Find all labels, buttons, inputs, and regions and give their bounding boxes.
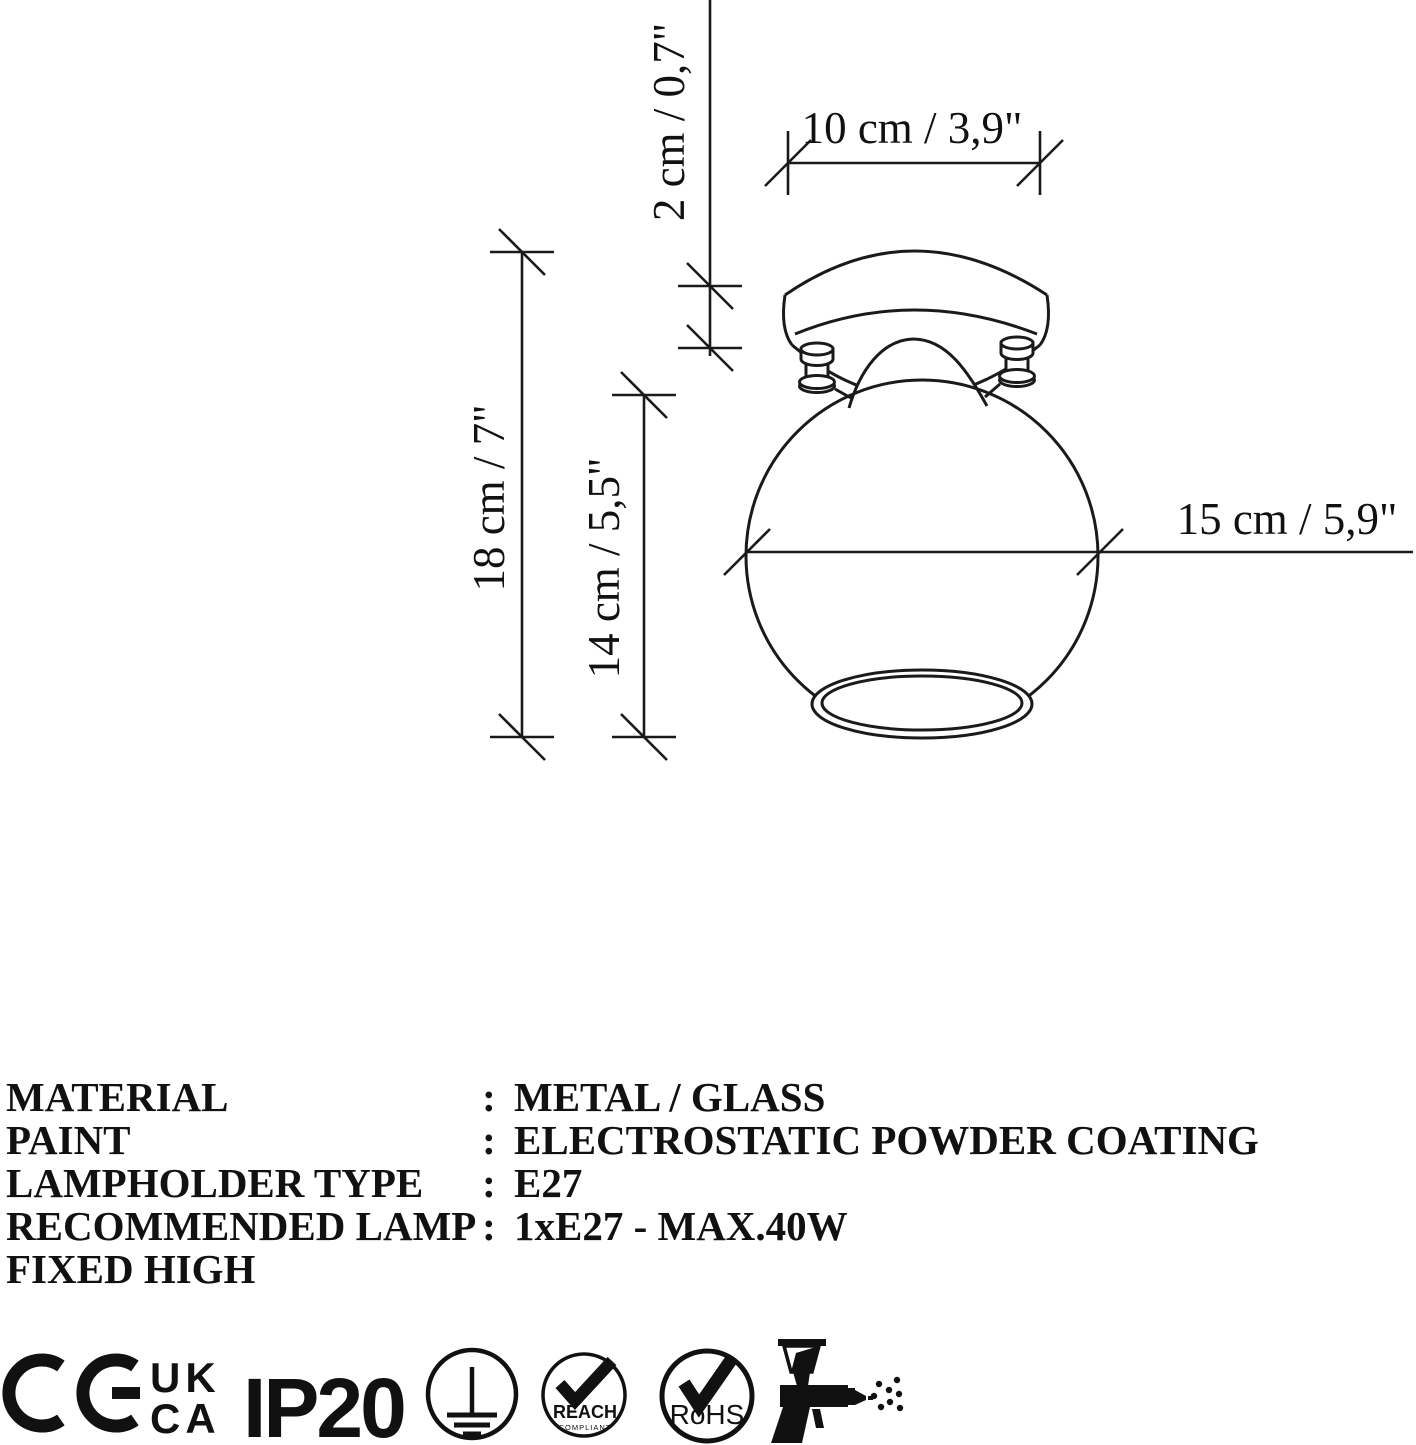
spray-gun-icon <box>771 1339 903 1443</box>
earth-ground-icon <box>428 1350 516 1438</box>
spec-row-lampholder <box>6 1160 582 1206</box>
spec-value: 1xE27 - MAX.40W <box>514 1203 848 1249</box>
spec-label: FIXED HIGH <box>6 1246 256 1292</box>
ce-icon <box>9 1360 140 1426</box>
dim-canopy-height <box>644 0 742 371</box>
ukca-icon <box>150 1354 221 1442</box>
spec-row-recommended-lamp <box>6 1203 848 1249</box>
spec-label: MATERIAL <box>6 1074 229 1120</box>
spec-value: E27 <box>514 1160 583 1206</box>
lamp-neck <box>835 339 1000 408</box>
spec-label: PAINT <box>6 1117 131 1163</box>
spec-row-fixed-high <box>6 1246 256 1292</box>
spec-separator: : <box>482 1117 496 1163</box>
dim-globe-diameter-label: 15 cm / 5,9" <box>1176 494 1398 544</box>
certification-row <box>9 1339 903 1445</box>
screw-knob-right <box>1000 337 1035 387</box>
rohs-label: RoHS <box>669 1399 745 1430</box>
dim-body-height <box>579 372 676 760</box>
dim-total-height <box>464 229 554 760</box>
spec-separator: : <box>482 1203 496 1249</box>
screw-knob-left <box>800 343 835 393</box>
spec-separator: : <box>482 1074 496 1120</box>
dim-body-height-label: 14 cm / 5,5" <box>579 457 629 679</box>
spec-value: METAL / GLASS <box>514 1074 826 1120</box>
dim-globe-diameter <box>724 494 1413 575</box>
spec-table <box>6 1074 1259 1292</box>
reach-label: REACH <box>552 1402 618 1422</box>
spec-value: ELECTROSTATIC POWDER COATING <box>514 1117 1259 1163</box>
dim-canopy-width <box>765 103 1063 195</box>
ceiling-lamp-drawing <box>746 251 1098 738</box>
spec-row-paint <box>6 1117 1259 1163</box>
rohs-icon <box>662 1351 752 1441</box>
ukca-line1: UK <box>150 1354 221 1401</box>
dim-canopy-height-label: 2 cm / 0,7" <box>644 22 694 222</box>
spec-label: LAMPHOLDER TYPE <box>6 1160 424 1206</box>
spec-row-material <box>6 1074 825 1120</box>
globe-opening <box>812 670 1032 738</box>
dim-canopy-width-label: 10 cm / 3,9" <box>801 103 1023 153</box>
spec-separator: : <box>482 1160 496 1206</box>
reach-icon <box>543 1354 625 1436</box>
dim-total-height-label: 18 cm / 7" <box>464 404 514 592</box>
spec-label: RECOMMENDED LAMP <box>6 1203 477 1249</box>
reach-sub-label: COMPLIANT <box>558 1423 612 1432</box>
ip-rating-label: IP20 <box>243 1361 404 1445</box>
ukca-line2: CA <box>150 1395 221 1442</box>
